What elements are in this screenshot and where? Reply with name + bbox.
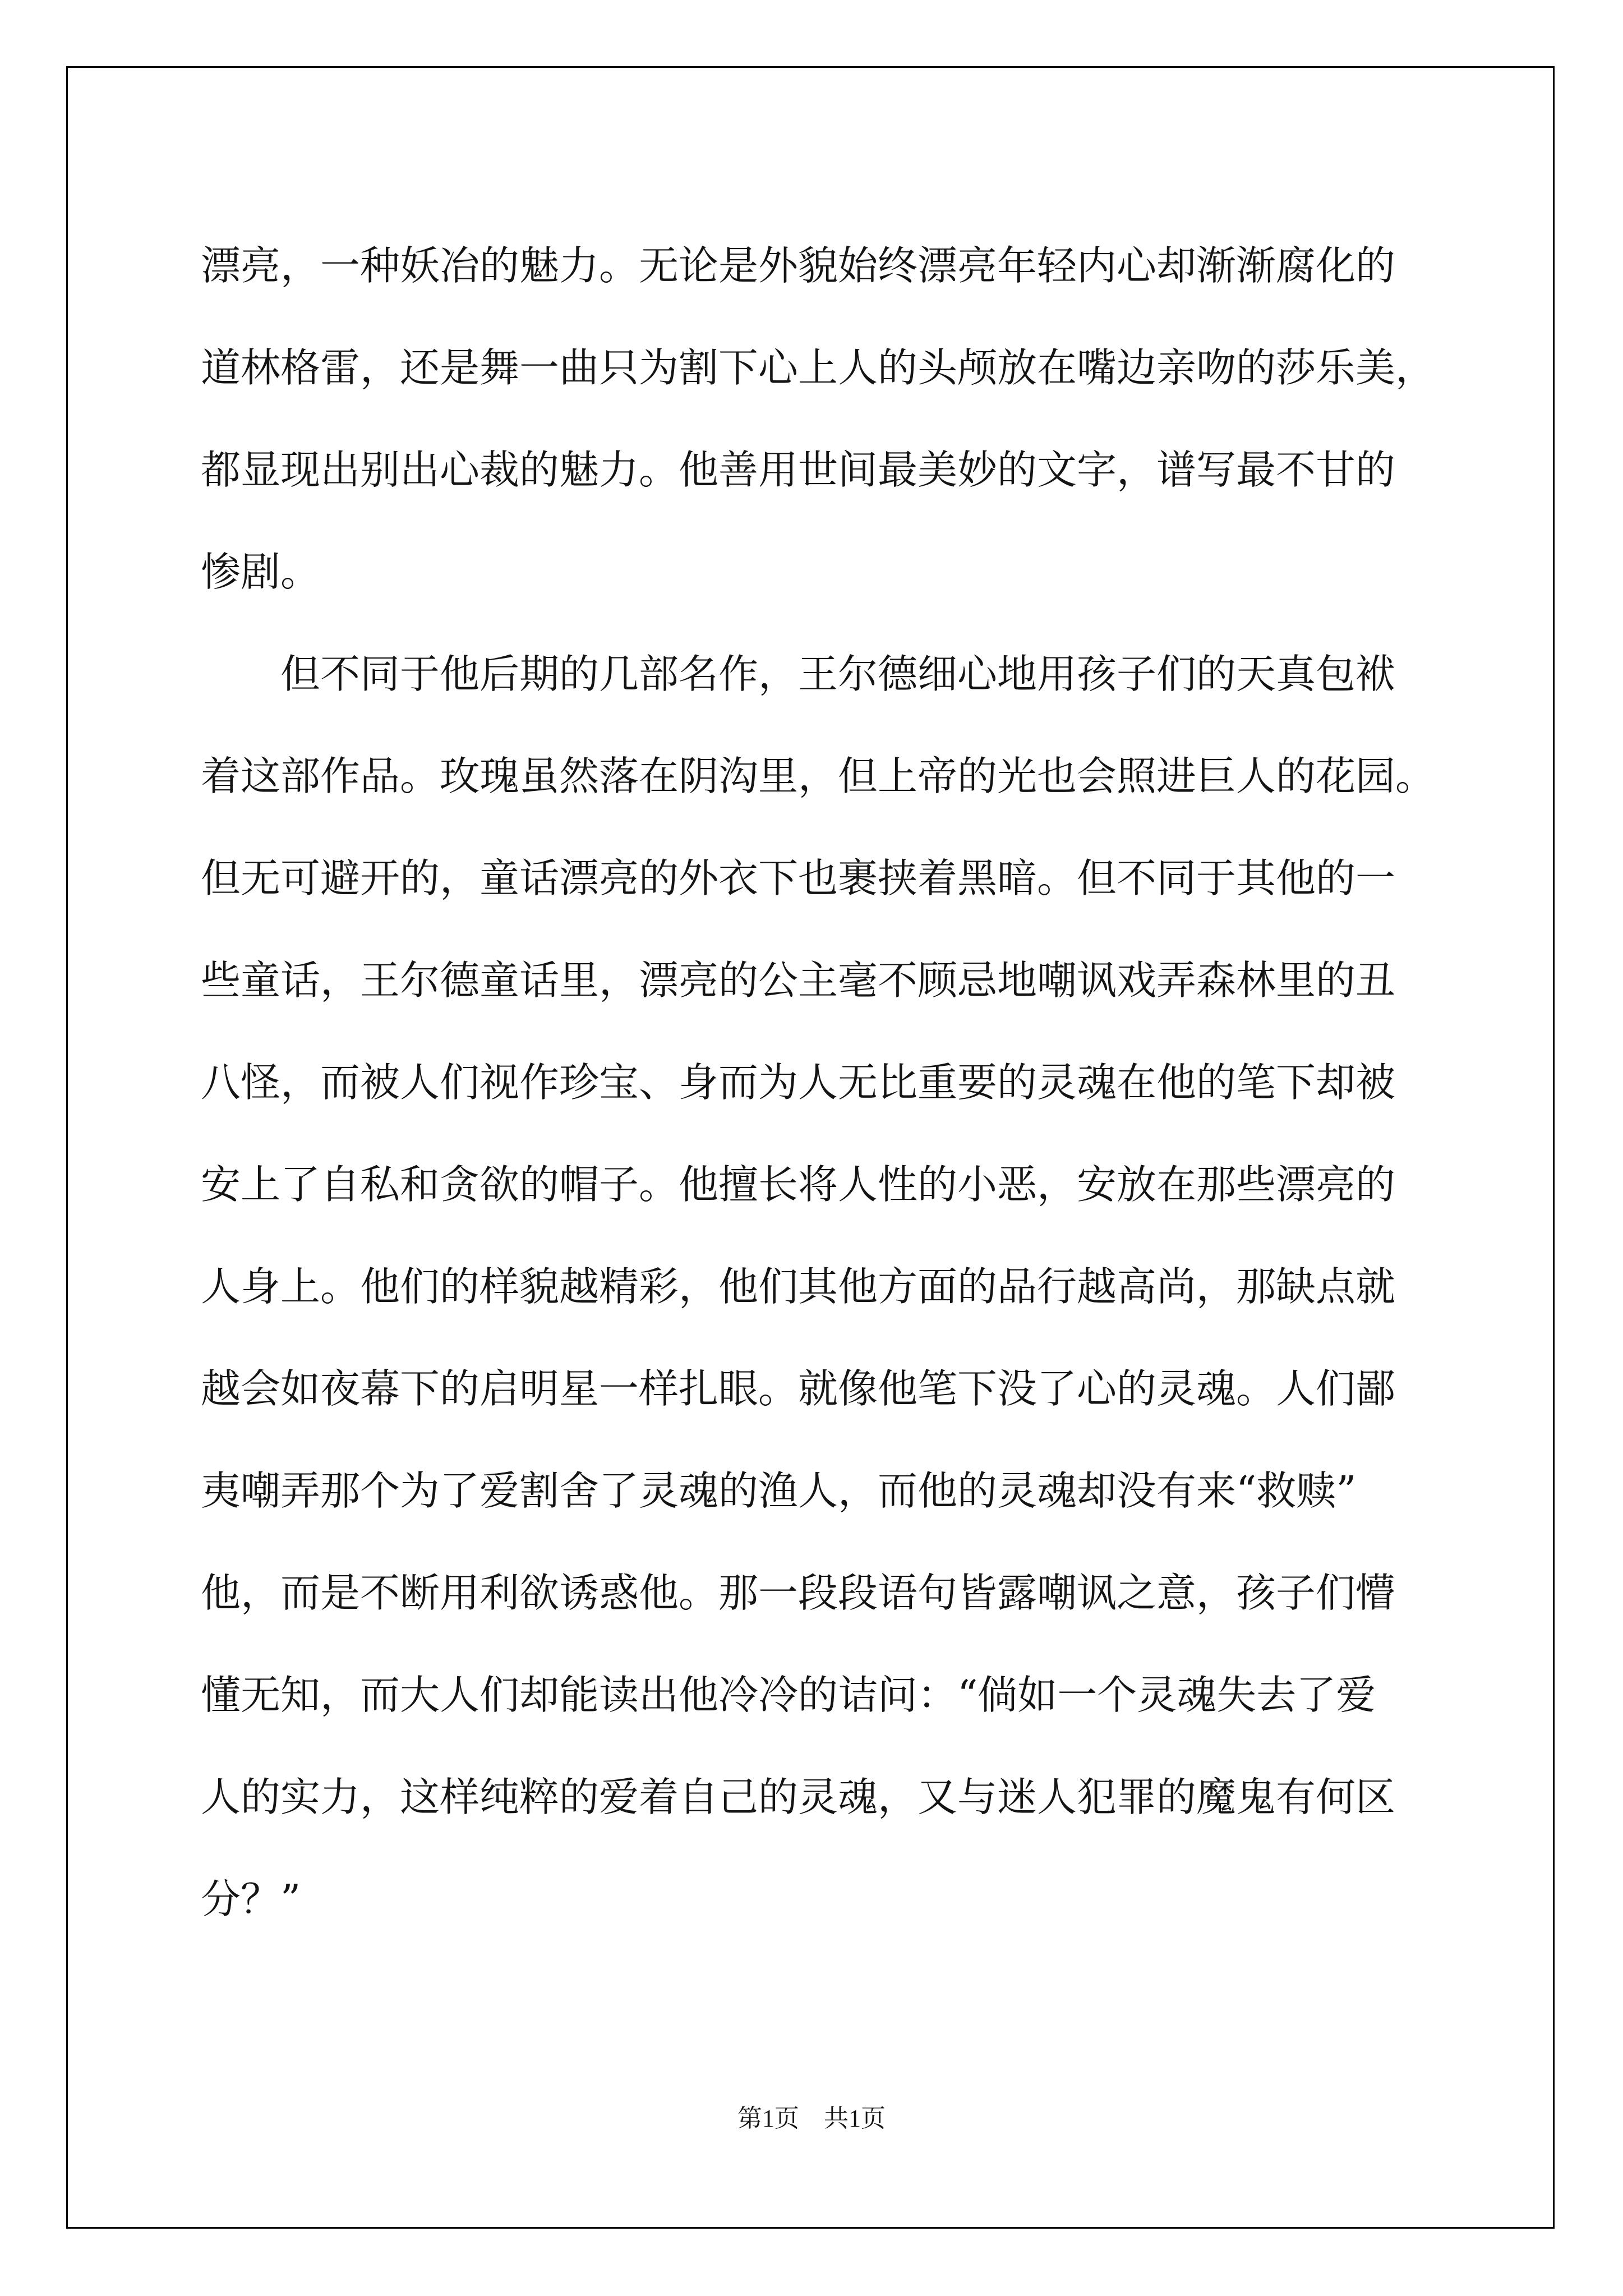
text-line: 他，而是不断用利欲诱惑他。那一段段语句皆露嘲讽之意，孩子们懵 (201, 1570, 1396, 1616)
text-line: 道林格雷，还是舞一曲只为割下心上人的头颅放在嘴边亲吻的莎乐美， (201, 344, 1436, 391)
text-line: 都显现出别出心裁的魅力。他善用世间最美妙的文字，谱写最不甘的 (201, 447, 1396, 493)
text-line: 八怪，而被人们视作珍宝、身而为人无比重要的灵魂在他的笔下却被 (201, 1059, 1396, 1106)
paragraph-1 (201, 215, 1436, 623)
text-line: 漂亮，一种妖冶的魅力。无论是外貌始终漂亮年轻内心却渐渐腐化的 (201, 242, 1396, 289)
text-line: 惨剧。 (201, 549, 321, 595)
text-line: 夷嘲弄那个为了爱割舍了灵魂的渔人，而他的灵魂却没有来“救赎” (201, 1467, 1357, 1514)
text-line: 但无可避开的，童话漂亮的外衣下也裹挟着黑暗。但不同于其他的一 (201, 855, 1396, 901)
text-line: 着这部作品。玫瑰虽然落在阴沟里，但上帝的光也会照进巨人的花园。 (201, 753, 1436, 799)
text-line: 人身上。他们的样貌越精彩，他们其他方面的品行越高尚，那缺点就 (201, 1263, 1396, 1310)
page-number-footer: 第1页 共1页 (737, 2105, 886, 2132)
text-line: 但不同于他后期的几部名作，王尔德细心地用孩子们的天真包袱 (201, 651, 1396, 697)
text-line: 人的实力，这样纯粹的爱着自己的灵魂，又与迷人犯罪的魔鬼有何区 (201, 1774, 1396, 1820)
document-body (201, 215, 1436, 1950)
text-line: 安上了自私和贪欲的帽子。他擅长将人性的小恶，安放在那些漂亮的 (201, 1161, 1396, 1208)
text-line: 越会如夜幕下的启明星一样扎眼。就像他笔下没了心的灵魂。人们鄙 (201, 1365, 1396, 1412)
text-line: 些童话，王尔德童话里，漂亮的公主毫不顾忌地嘲讽戏弄森林里的丑 (201, 957, 1396, 1004)
paragraph-2 (201, 623, 1436, 1950)
text-line: 懂无知，而大人们却能读出他冷冷的诘问：“倘如一个灵魂失去了爱 (201, 1672, 1376, 1718)
text-line: 分？” (201, 1876, 301, 1922)
